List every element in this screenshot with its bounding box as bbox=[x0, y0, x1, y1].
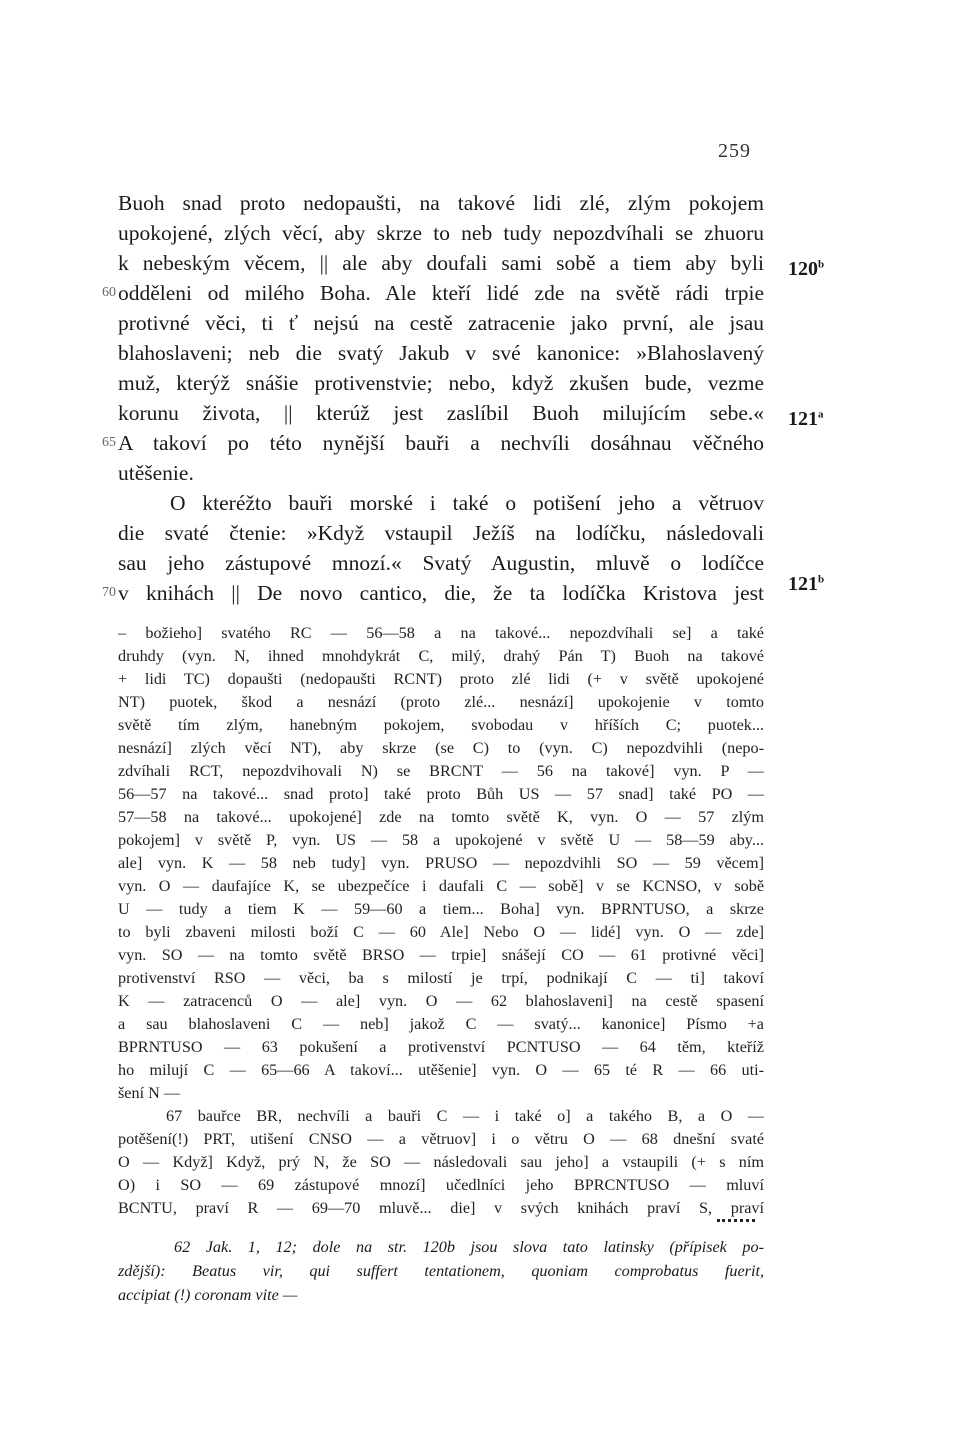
apparatus-line: K — zatracenců O — ale] vyn. O — 62 blahoslaveni] na cestě spasení bbox=[118, 992, 764, 1010]
apparatus-line: vyn. SO — na tomto světě BRSO — trpie] snášejí CO — 61 protivné věci] bbox=[118, 946, 764, 964]
text-line: 70 v knihách || De novo cantico, die, že ta lodíčka Kristova jest bbox=[118, 578, 764, 608]
text-line: sau jeho zástupové mnozí.« Svatý Augustin, mluvě o lodíčce bbox=[118, 551, 764, 575]
apparatus-line: BCNTU, praví R — 69—70 mluvě... die] v svých knihách praví S, praví bbox=[118, 1199, 764, 1217]
line-number: 60 bbox=[102, 285, 116, 300]
apparatus-line: vyn. O — daufajíce K, se ubezpečíce i daufali C — sobě] v se KCNSO, v sobě bbox=[118, 877, 764, 895]
apparatus-line: 56—57 na takové... snad proto] také proto Bůh US — 57 snad] také PO — bbox=[118, 785, 764, 803]
apparatus-line: O) i SO — 69 zástupové mnozí] učedlníci jeho BPRCNTUSO — mluví bbox=[118, 1176, 764, 1194]
apparatus-line: nesnází] zlých věcí NT), aby skrze (se C) to (vyn. C) nepozdvihli (nepo- bbox=[118, 739, 764, 757]
text-line: die svaté čtenie: »Když vstaupil Ježíš na lodíčku, následovali bbox=[118, 521, 764, 545]
apparatus-line: a sau blahoslaveni C — neb] jakož C — svatý... kanonice] Písmo +a bbox=[118, 1015, 764, 1033]
text-line: k nebeským věcem, || ale aby doufali sami sobě a tiem aby byli bbox=[118, 251, 764, 275]
text-line: 65 A takoví po této nynější bauři a nechvíli dosáhnau věčného bbox=[118, 428, 764, 458]
apparatus-line: 67 bauřce BR, nechvíli a bauři C — i také o] a takého B, a O — bbox=[166, 1107, 764, 1125]
apparatus-line: 57—58 na takové... upokojené] zde na tomto světě K, vyn. O — 57 zlým bbox=[118, 808, 764, 826]
line-number: 65 bbox=[102, 435, 116, 450]
apparatus-line: potěšení(!) PRT, utišení CNSO — a větruov] i o větru O — 68 dnešní svaté bbox=[118, 1130, 764, 1148]
apparatus-line: šení N — bbox=[118, 1084, 181, 1102]
text-line: korunu života, || kterúž jest zaslíbil Buoh milujícím sebe.« bbox=[118, 401, 764, 425]
apparatus-line: protivenství RSO — věci, ba s milostí je trpí, podnikají C — ti] takoví bbox=[118, 969, 764, 987]
apparatus-line: zdvíhali RCT, nepozdvihovali N) se BRCNT — 56 na takové] vyn. P — bbox=[118, 762, 764, 780]
text-line: O kteréžto bauři morské i také o potišení jeho a větruov bbox=[170, 491, 764, 515]
apparatus-line: ale] vyn. K — 58 neb tudy] vyn. PRUSO — nepozdvihli SO — 59 věcem] bbox=[118, 854, 764, 872]
apparatus-line: U — tudy a tiem K — 59—60 a tiem... Boha] vyn. BPRNTUSO, a skrze bbox=[118, 900, 764, 918]
text-line: 60 odděleni od milého Boha. Ale kteří lidé zde na světě rádi trpie bbox=[118, 278, 764, 308]
apparatus-line: pokojem] v světě P, vyn. US — 58 a upokojené v světě U — 58—59 aby... bbox=[118, 831, 764, 849]
apparatus-line: to byli zbaveni milosti boží C — 60 Ale] Nebo O — lidé] vyn. O — zde] bbox=[118, 923, 764, 941]
section-separator bbox=[717, 1219, 755, 1226]
text-line: protivné věci, ti ť nejsú na cestě zatracenie jako první, ale jsau bbox=[118, 311, 764, 335]
text-line: muž, kterýž snášie protivenstvie; nebo, když zkušen bude, vezme bbox=[118, 371, 764, 395]
apparatus-line: BPRNTUSO — 63 pokušení a protivenství PCNTUSO — 64 těm, kteříž bbox=[118, 1038, 764, 1056]
footnote-line: 62 Jak. 1, 12; dole na str. 120b jsou slova tato latinsky (přípisek po- bbox=[174, 1238, 764, 1256]
margin-folio-ref: 120$^b$ bbox=[788, 258, 825, 280]
text-line: blahoslaveni; neb die svatý Jakub v své kanonice: »Blahoslavený bbox=[118, 341, 764, 365]
footnote-line: zdější): Beatus vir, qui suffert tentationem, quoniam comprobatus fuerit, bbox=[118, 1262, 764, 1280]
apparatus-line: ho milují C — 65—66 A takoví... utěšenie] vyn. O — 65 té R — 66 uti- bbox=[118, 1061, 764, 1079]
apparatus-line: NT) puotek, škod a nesnází (proto zlé... nesnází] upokojenie v tomto bbox=[118, 693, 764, 711]
apparatus-line: O — Když] Když, prý N, že SO — následovali sau jeho] a vstaupili (+ s ním bbox=[118, 1153, 764, 1171]
line-number: 70 bbox=[102, 585, 116, 600]
text-line: Buoh snad proto nedopaušti, na takové lidi zlé, zlým pokojem bbox=[118, 191, 764, 215]
apparatus-line: – božieho] svatého RC — 56—58 a na takové... nepozdvíhali se] a také bbox=[118, 624, 764, 642]
text-line: utěšenie. bbox=[118, 461, 194, 485]
margin-folio-ref: 121$^b$ bbox=[788, 573, 825, 595]
apparatus-line: druhdy (vyn. N, ihned mnohdykrát C, milý, drahý Pán T) Buoh na takové bbox=[118, 647, 764, 665]
margin-folio-ref: 121$^a$ bbox=[788, 408, 824, 430]
text-line: upokojené, zlých věcí, aby skrze to neb tudy nepozdvíhali se zhuoru bbox=[118, 221, 764, 245]
footnote-line: accipiat (!) coronam vite — bbox=[118, 1286, 298, 1304]
apparatus-line: světě tím zlým, hanebným pokojem, svobodau v hříších C; puotek... bbox=[118, 716, 764, 734]
page-number: 259 bbox=[718, 140, 751, 162]
apparatus-line: + lidi TC) dopaušti (nedopaušti RCNT) proto zlé lidi (+ v světě upokojené bbox=[118, 670, 764, 688]
